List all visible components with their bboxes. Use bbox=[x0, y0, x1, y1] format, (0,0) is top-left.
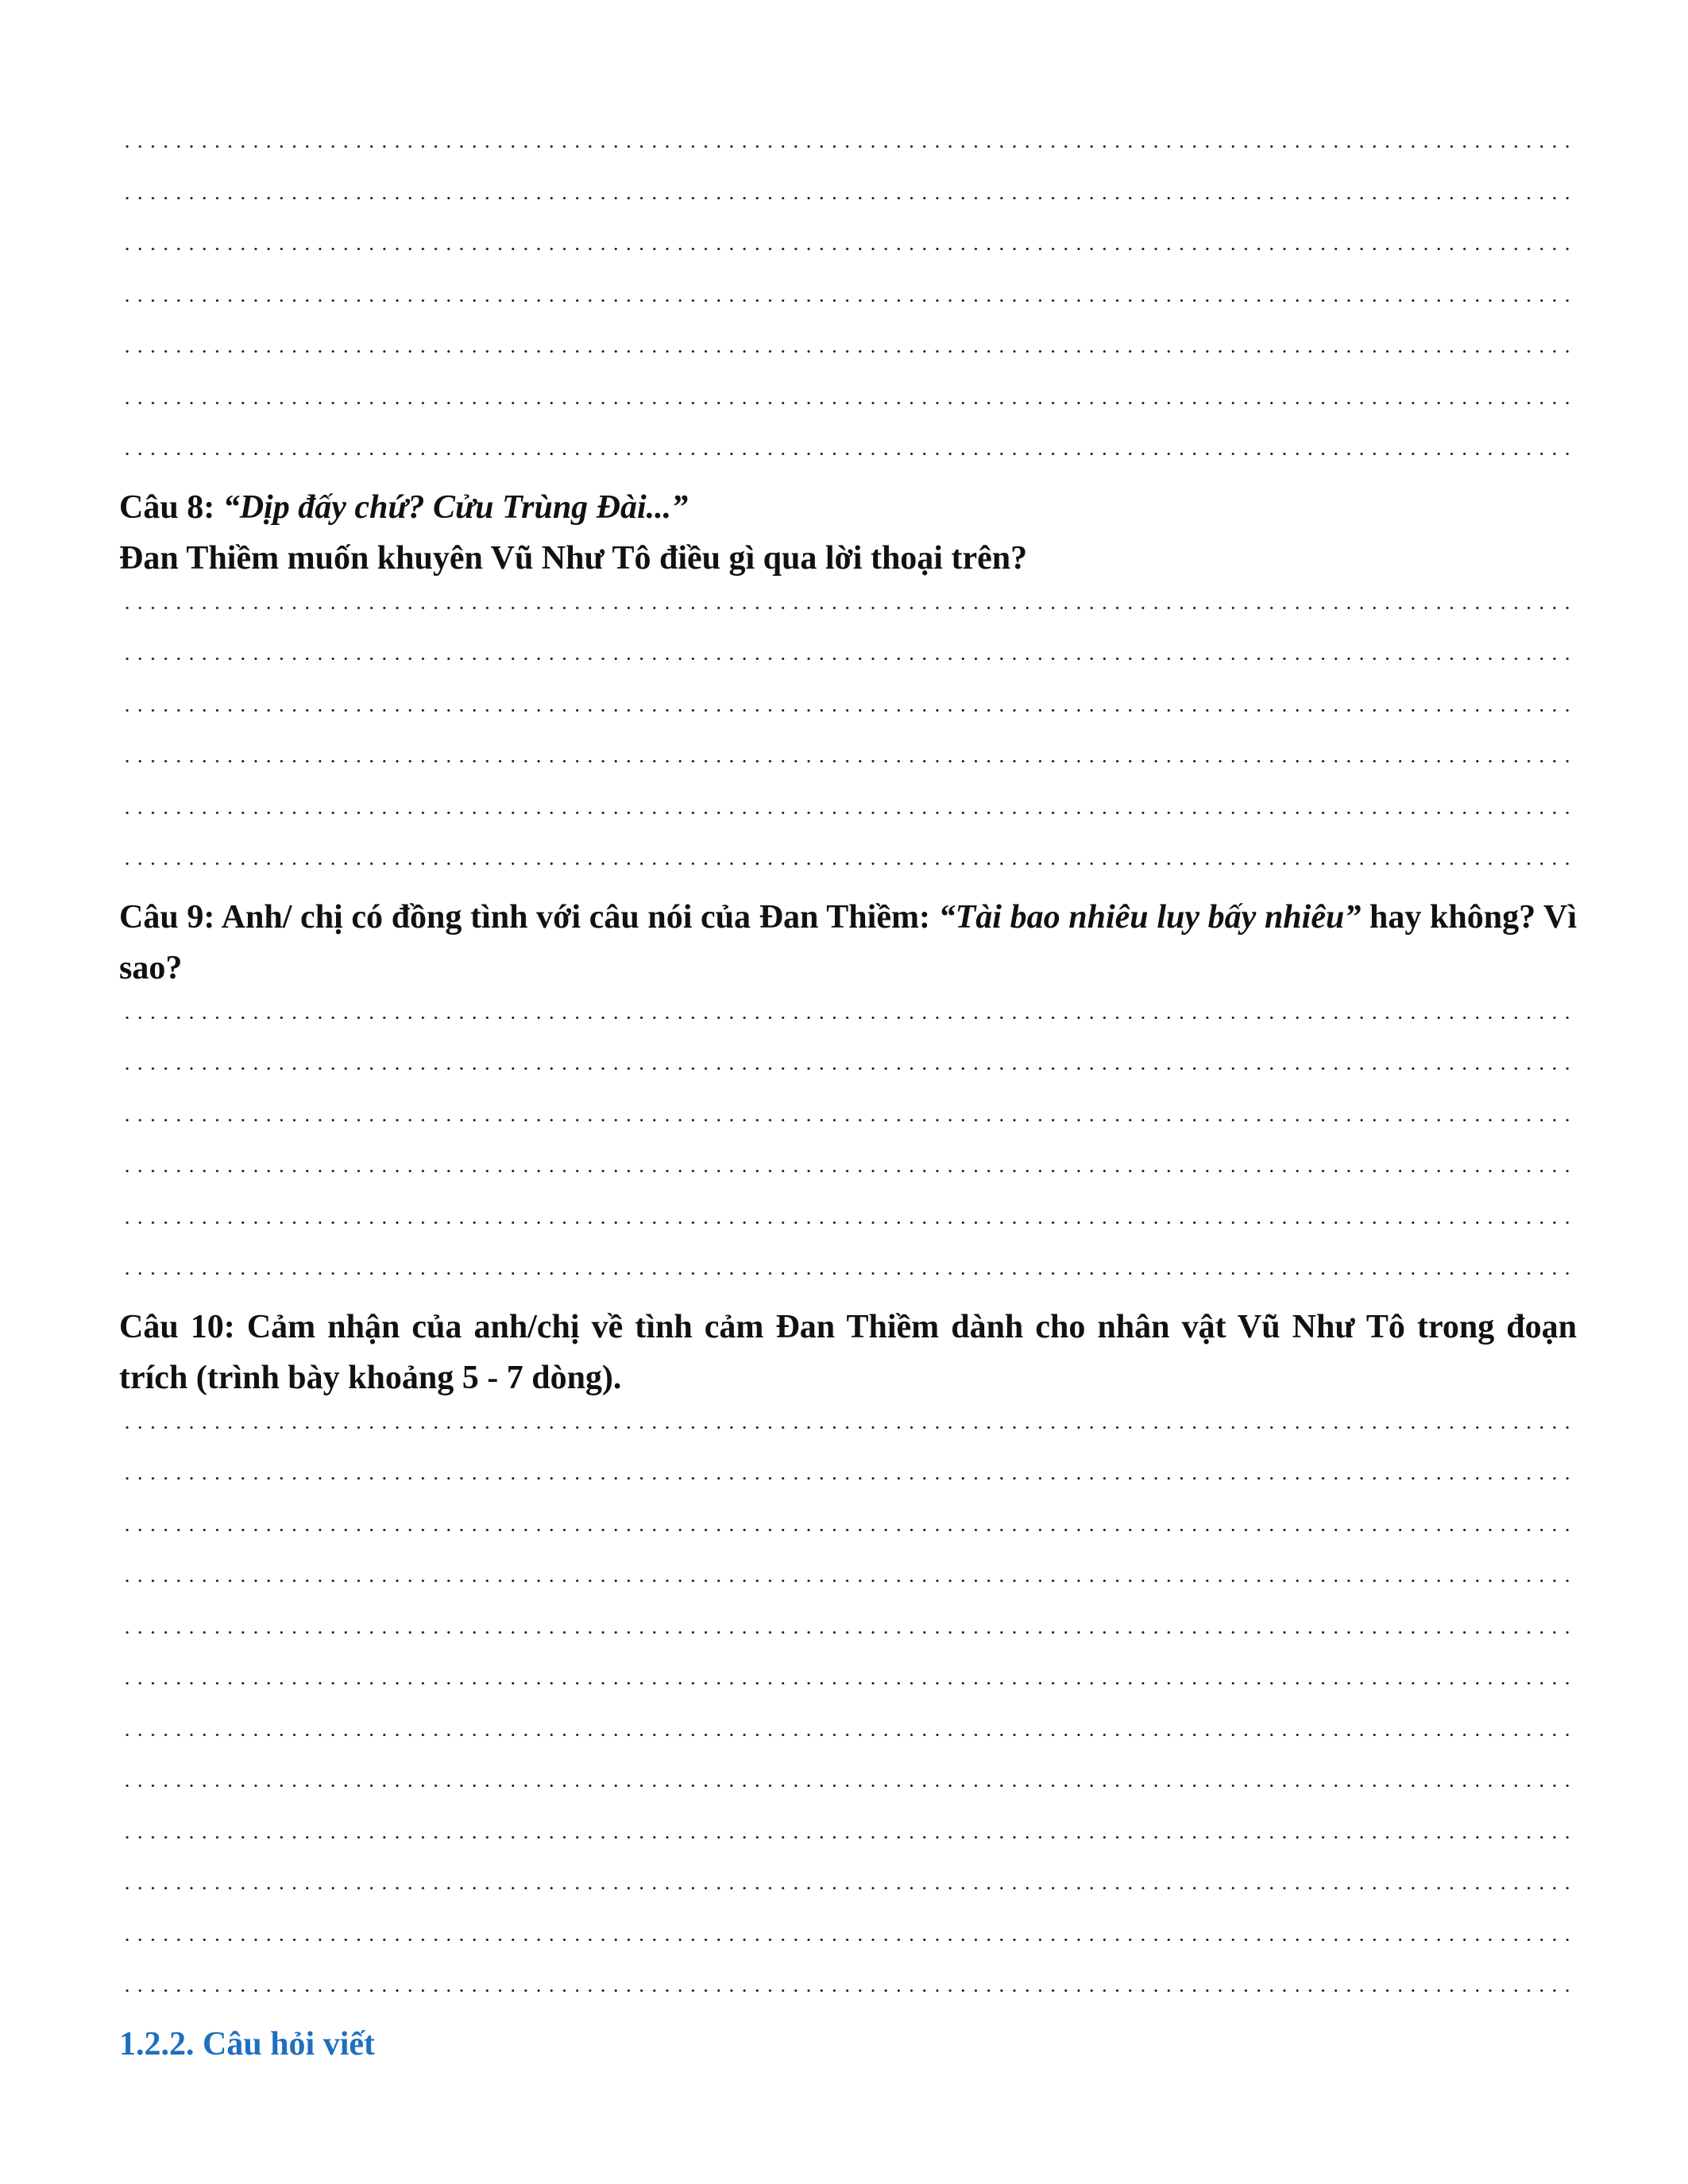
question-8-title bbox=[119, 482, 1577, 534]
dotted-answer-line bbox=[119, 226, 1577, 277]
dotted-answer-line bbox=[119, 1199, 1577, 1251]
question-9-text bbox=[119, 892, 1577, 994]
answer-lines-question-9 bbox=[119, 994, 1577, 1302]
dotted-answer-line bbox=[119, 789, 1577, 841]
dotted-answer-line bbox=[119, 840, 1577, 892]
dotted-answer-line bbox=[119, 1557, 1577, 1609]
dotted-answer-line bbox=[119, 1097, 1577, 1148]
dotted-answer-line bbox=[119, 123, 1577, 175]
dotted-answer-line bbox=[119, 1455, 1577, 1507]
dotted-answer-line bbox=[119, 1916, 1577, 1968]
answer-lines-question-8 bbox=[119, 585, 1577, 892]
dotted-answer-line bbox=[119, 994, 1577, 1046]
answer-lines-block-1 bbox=[119, 123, 1577, 482]
question-8-quote: “Dịp đấy chứ? Cửu Trùng Đài...” bbox=[222, 488, 689, 526]
answer-lines-question-10 bbox=[119, 1404, 1577, 2019]
dotted-answer-line bbox=[119, 380, 1577, 431]
question-10-text: Câu 10: Cảm nhận của anh/chị về tình cảm Đan Thiềm dành cho nhân vật Vũ Như Tô trong đoạn trích (trình bày khoảng 5 - 7 dòng). bbox=[119, 1308, 1577, 1396]
dotted-answer-line bbox=[119, 1967, 1577, 2019]
section-heading: 1.2.2. Câu hỏi viết bbox=[119, 2025, 376, 2062]
worksheet-page bbox=[119, 123, 1577, 2070]
dotted-answer-line bbox=[119, 1660, 1577, 1711]
dotted-answer-line bbox=[119, 687, 1577, 739]
dotted-answer-line bbox=[119, 1404, 1577, 1456]
dotted-answer-line bbox=[119, 738, 1577, 789]
dotted-answer-line bbox=[119, 1250, 1577, 1302]
question-9-suffix: hay không? Vì sao? bbox=[119, 898, 1578, 986]
question-9-quote: “Tài bao nhiêu luy bấy nhiêu” bbox=[938, 898, 1362, 936]
dotted-answer-line bbox=[119, 1814, 1577, 1866]
question-8-text: Đan Thiềm muốn khuyên Vũ Như Tô điều gì qua lời thoại trên? bbox=[119, 540, 1028, 577]
dotted-answer-line bbox=[119, 1762, 1577, 1814]
dotted-answer-line bbox=[119, 430, 1577, 482]
dotted-answer-line bbox=[119, 1507, 1577, 1558]
dotted-answer-line bbox=[119, 635, 1577, 687]
dotted-answer-line bbox=[119, 1609, 1577, 1661]
question-9-prefix: Câu 9: Anh/ chị có đồng tình với câu nói của Đan Thiềm: bbox=[119, 898, 939, 936]
dotted-answer-line bbox=[119, 175, 1577, 226]
dotted-answer-line bbox=[119, 328, 1577, 380]
dotted-answer-line bbox=[119, 277, 1577, 329]
dotted-answer-line bbox=[119, 1865, 1577, 1916]
dotted-answer-line bbox=[119, 1148, 1577, 1199]
question-8-label: Câu 8: bbox=[119, 488, 215, 526]
dotted-answer-line bbox=[119, 585, 1577, 636]
dotted-answer-line bbox=[119, 1045, 1577, 1097]
dotted-answer-line bbox=[119, 1711, 1577, 1763]
